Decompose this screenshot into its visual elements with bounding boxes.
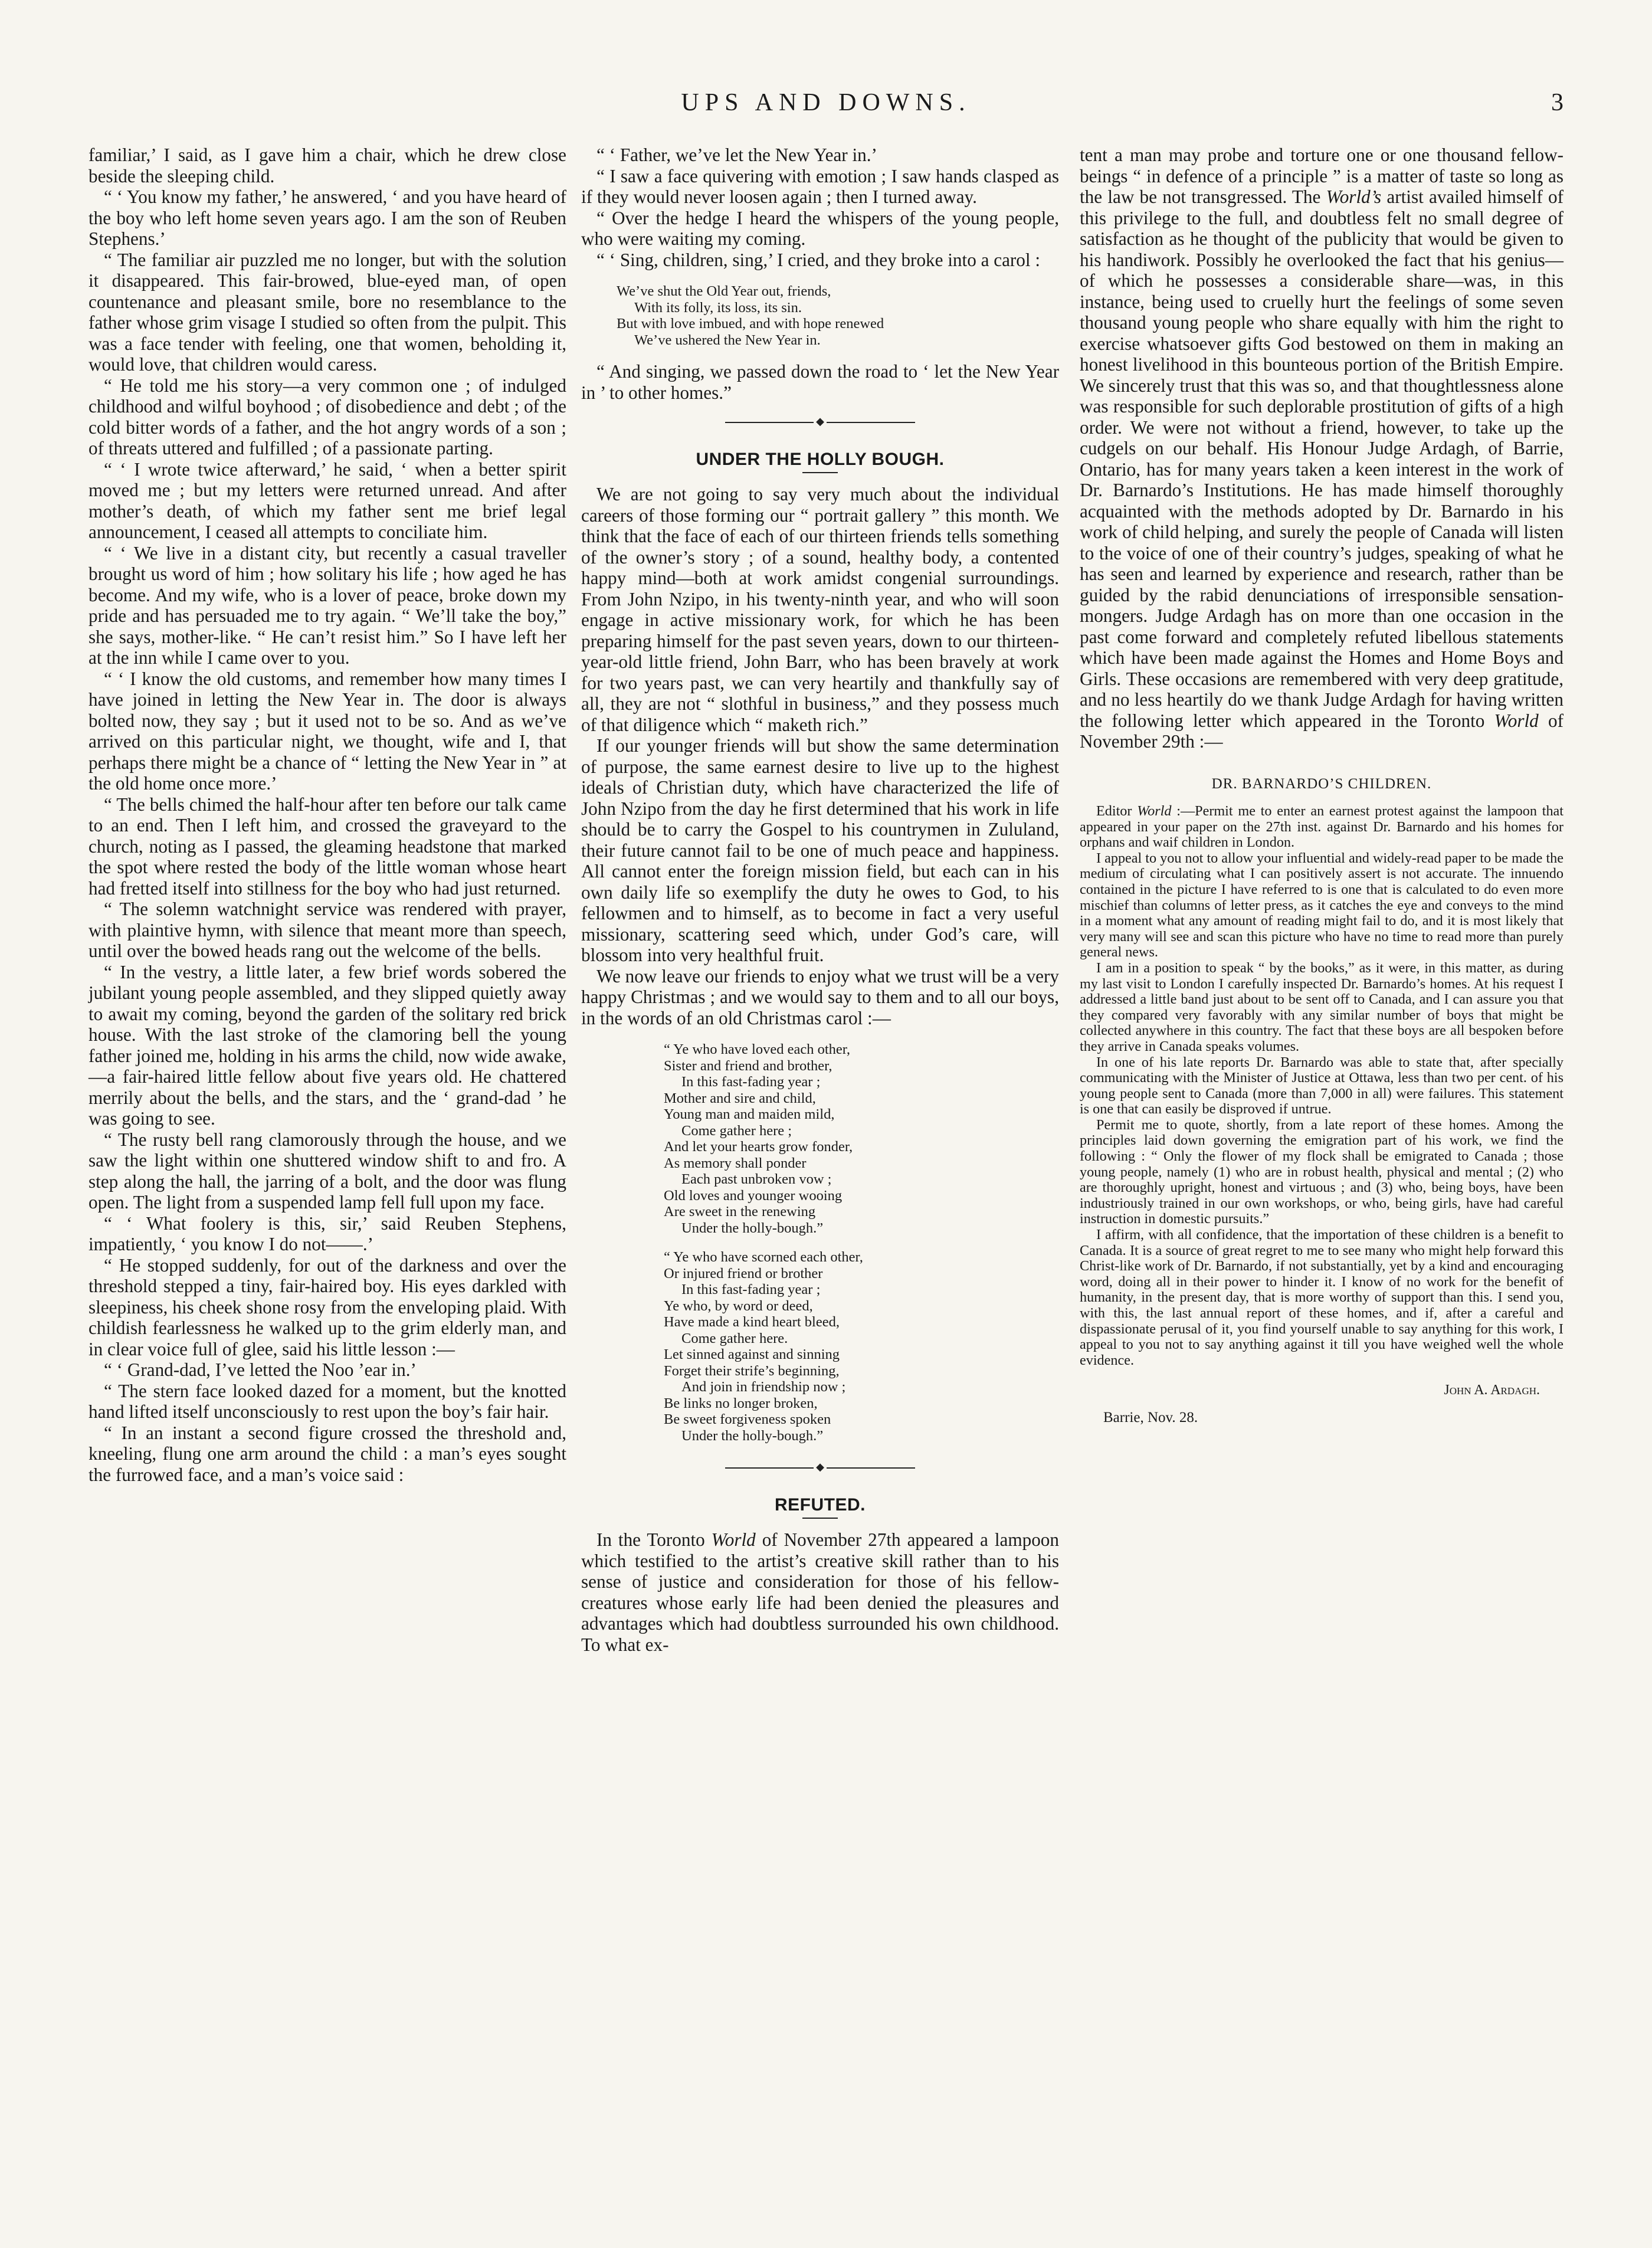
letter-paragraph [1080,804,1564,851]
text-run: :—Permit me to enter an earnest protest against the lampoon that appeared in your paper on the 27th inst. against Dr. Barnardo and his homes for orphans and waif children in London. [1080,803,1564,851]
verse-line: Mother and sire and child, [664,1090,816,1106]
letter-body [1080,804,1564,1368]
paragraph: “ I saw a face quivering with emotion ; I saw hands clasped as if they would never loosen again ; then I turned away. [581,165,1059,207]
paragraph: “ The stern face looked dazed for a moment, but the knotted hand lifted itself unconsciously to rest upon the boy’s fair hair. [88,1380,566,1422]
verse-line: As memory shall ponder [664,1155,807,1171]
paragraph: “ ‘ Father, we’ve let the New Year in.’ [596,145,877,165]
text-run: tent a man may probe and torture one or one thousand fellow-beings “ in defence of a principle ” is a matter of taste so long as the law be not transgressed. The [1080,145,1564,207]
verse-line: We’ve shut the Old Year out, friends, [617,283,831,299]
verse-line: “ Ye who have scorned each other, [664,1249,863,1265]
verse-line: Be sweet forgiveness spoken [664,1411,831,1427]
paragraph: “ The bells chimed the half-hour after ten before our talk came to an end. Then I left him, and crossed the graveyard to the church, noting as I passed, the gleaming headstone that marked the spot where rested the body of the little woman whose heart had fretted itself into stillness for the boy who had just returned. [88,794,566,899]
text-run: In the Toronto [596,1529,712,1550]
paragraph: “ In the vestry, a little later, a few brief words sobered the jubilant young people assembled, and they slipped quietly away to await my coming, beyond the garden of the solitary red brick house. With the last stroke of the clamoring bell the young father joined me, holding in his arms the child, now wide awake,—a fair-haired little fellow about five years old. He chattered merrily about the bells, and the stars, and the ‘ grand-dad ’ he was going to see. [88,961,566,1129]
letter-paragraph: Permit me to quote, shortly, from a late report of these homes. Among the principles laid down governing the emigration part of his work, we find the following : “ Only the flower of my flock shall be emigrated to Canada ; those young people, namely (1) who are in robust health, physical and mental ; (2) who are thoroughly upright, honest and virtuous ; and (3) who, being boys, have been industriously trained in our own workshops, or who, being girls, have had careful instruction in domestic pursuits.” [1080,1116,1564,1227]
paragraph: “ And singing, we passed down the road to ‘ let the New Year in ’ to other homes.” [581,361,1059,403]
verse-line: “ Ye who have loved each other, [664,1041,851,1057]
newspaper-name: World [1137,803,1172,819]
letter-dateline: Barrie, Nov. 28. [1103,1409,1198,1426]
newspaper-name: World [711,1529,756,1550]
column-left [88,145,566,1485]
letter-paragraph: I appeal to you not to allow your influential and widely-read paper to be made the medium of circulating what I can positively assert is not accurate. The innuendo contained in the picture I have referred to is one that is calculated to do even more mischief than columns of letter press, as it catches the eye and conveys to the mind in a moment what any amount of reading might fail to do, and it is most likely that very many will see and scan this picture who have no time to read more than purely general news. [1080,850,1564,961]
verse-line: In this fast-fading year ; [681,1282,821,1297]
section-heading-refuted: REFUTED. [775,1495,866,1515]
verse-line: Forget their strife’s beginning, [664,1362,840,1379]
heading-rule [802,472,838,473]
christmas-poem-stanza-1 [664,1041,1059,1236]
verse-line: And let your hearts grow fonder, [664,1139,853,1155]
paragraph: “ ‘ I know the old customs, and remember how many times I have joined in letting the New Year in. The door is always bolted now, they say ; but it used not to be so. And as we’ve arrived on this particular night, we thought, wife and I, that perhaps there might be a chance of “ letting the New Year in ” at the old home once more.’ [88,668,566,794]
verse-line: In this fast-fading year ; [681,1074,821,1090]
verse-line: Old loves and younger wooing [664,1187,843,1204]
text-run: of November 29th :— [1080,710,1564,752]
paragraph: “ In an instant a second figure crossed the threshold and, kneeling, flung one arm around the child : a man’s eyes sought the furrowed face, and a man’s voice said : [88,1422,566,1485]
paragraph: “ ‘ What foolery is this, sir,’ said Reuben Stephens, impatiently, ‘ you know I do not——.’ [88,1213,566,1254]
paragraph: “ He stopped suddenly, for out of the darkness and over the threshold stepped a tiny, fair-haired boy. His eyes darkled with sleepiness, his cheek shone rosy from the enveloping plaid. With childish fearlessness he walked up to the grim elderly man, and in clear voice full of glee, said his little lesson :— [88,1254,566,1359]
paragraph: “ Over the hedge I heard the whispers of the young people, who were waiting my coming. [581,207,1059,249]
page-header [88,89,1564,118]
paragraph: “ ‘ Sing, children, sing,’ I cried, and they broke into a carol : [596,249,1041,270]
text-run: artist availed himself of this privilege to the full, and doubtless felt no small degree of satisfaction as he thought of the publicity that would be given to his handiwork. Possibly he overlooked the fact that his genius—of which he possesses a considerable share—was, in this instance, being used to cruelly hurt the feelings of some seven thousand young people who share equally with him the right to exercise whatsoever gifts God bestowed on them in making an honest livelihood in this bounteous portion of the British Empire. We sincerely trust that this was so, and that thoughtlessness alone was responsible for such deplorable prostitution of gifts of a high order. We were not without a friend, however, to take up the cudgels on our behalf. His Honour Judge Ardagh, of Barrie, Ontario, has for many years taken a keen interest in the work of Dr. Barnardo’s Institutions. He has made himself thoroughly acquainted with the methods adopted by Dr. Barnardo in his work of child helping, and surely the people of Canada will listen to the voice of one of their country’s judges, speaking of what he has seen and learned by experience and research, rather than be guided by the rabid denunciations of irresponsible sensation-mongers. Judge Ardagh has on more than one occasion in the past come forward and completely refuted libellous statements which have been made against the Homes and Home Boys and Girls. These occasions are remembered with very deep gratitude, and no less heartily do we thank Judge Ardagh for having written the following letter which appeared in the Toronto [1080,186,1564,731]
verse-line: Young man and maiden mild, [664,1106,835,1122]
verse-line: Under the holly-bough.” [681,1427,824,1444]
verse-line: With its folly, its loss, its sin. [634,299,802,316]
paragraph: “ ‘ You know my father,’ he answered, ‘ and you have heard of the boy who left home seven years ago. I am the son of Reuben Stephens.’ [88,186,566,249]
verse-line: Ye who, by word or deed, [664,1297,813,1314]
letter-signature: John A. Ardagh. [1444,1382,1540,1398]
column-right [1080,145,1564,1428]
paragraph: We now leave our friends to enjoy what we trust will be a very happy Christmas ; and we would say to them and to all our boys, in the words of an old Christmas carol :— [581,965,1059,1028]
verse-line: Each past unbroken vow ; [681,1171,832,1187]
text-run: Editor [1096,803,1138,819]
paragraph: If our younger friends will but show the same determination of purpose, the same earnest desire to live up to the highest ideals of Christian duty, which have characterized the life of John Nzipo from the day he first determined that his work in life should be to carry the Gospel to his countrymen in Zululand, their future cannot fail to be one of much peace and happiness. All cannot enter the foreign mission field, but each can in his own daily life so exemplify the duty he owes to God, to his fellowmen and to himself, as to become in fact a very useful missionary, scattering seed which, under God’s care, will blossom into very healthful fruit. [581,735,1059,965]
heading-rule [802,1518,838,1519]
page-number: 3 [1551,89,1564,116]
paragraph: We are not going to say very much about the individual careers of those forming our “ portrait gallery ” this month. We think that the face of each of our thirteen friends tells something of the owner’s story ; of a sound, healthy body, a contented happy mind—both at work amidst congenial surroundings. From John Nzipo, in his twenty-ninth year, and who will soon engage in active missionary work, for which he has been preparing himself for the past seven years, down to our thirteen-year-old little friend, John Barr, who has been bravely at work for two years past, we can very heartily and thankfully say of all, they are not “ slothful in business,” and they possess much of that diligence which “ maketh rich.” [581,484,1059,735]
verse-line: Come gather here. [681,1330,788,1346]
letter-paragraph: I affirm, with all confidence, that the importation of these children is a benefit to Canada. It is a source of great regret to me to see many who might help forward this Christ-like work of Dr. Barnardo, if not substantially, yet by a kind and encouraging word, doing all in their power to hinder it. I know of no work for the benefit of humanity, in the present day, that is more worthy of support than this. I send you, with this, the last annual report of these homes, and if, after a careful and dispassionate perusal of it, you find yourself unable to say anything for this work, I appeal to you not to say anything against it till you have weighed well the whole evidence. [1080,1227,1564,1368]
text-run: of November 27th appeared a lampoon which testified to the artist’s creative skill rather than to his sense of justice and consideration for those of his fellow-creatures whose early life had been denied the pleasures and advantages which had doubtless surrounded his own childhood. To what ex- [581,1529,1059,1655]
ornamental-divider: ◆ [581,411,1059,432]
verse-line: But with love imbued, and with hope renewed [617,316,884,332]
carol-verse [617,283,1059,348]
verse-line: Let sinned against and sinning [664,1346,840,1362]
verse-line: Are sweet in the renewing [664,1204,816,1220]
letter-paragraph: I am in a position to speak “ by the books,” as it were, in this matter, as during my last visit to London I carefully inspected Dr. Barnardo’s homes. At his request I addressed a little band just about to be sent off to Canada, and I can assure you that they compared very favorably with any similar number of boys that might be collected anywhere in this country. The fact that these boys are all bespoken before they arrive in Canada speaks volumes. [1080,959,1564,1054]
section-heading-holly: UNDER THE HOLLY BOUGH. [696,449,945,469]
paragraph: “ He told me his story—a very common one ; of indulged childhood and wilful boyhood ; of disobedience and debt ; of the cold bitter words of a father, and the hot angry words of a son ; of threats uttered and fulfilled ; of a passionate parting. [88,375,566,458]
paragraph [581,1529,1059,1655]
verse-line: Be links no longer broken, [664,1395,818,1411]
christmas-poem-stanza-2 [664,1249,1059,1444]
verse-line: We’ve ushered the New Year in. [634,332,821,348]
verse-line: And join in friendship now ; [681,1379,846,1395]
paragraph: “ The rusty bell rang clamorously through the house, and we saw the light within one shuttered window shift to and fro. A step along the hall, the jarring of a bolt, and the door was flung open. The light from a suspended lamp fell full upon my face. [88,1129,566,1213]
column-middle [581,145,1059,1655]
paragraph: “ The familiar air puzzled me no longer, but with the solution it disappeared. This fair-browed, blue-eyed man, of open countenance and pleasant smile, bore no resemblance to the father whose grim visage I studied so often from the pulpit. This was a face tender with feeling, one that women, beholding it, would love, that children would caress. [88,249,566,375]
paragraph: “ ‘ Grand-dad, I’ve letted the Noo ’ear in.’ [104,1359,417,1380]
newspaper-name: World [1494,710,1539,731]
ornamental-divider: ◆ [581,1457,1059,1478]
paragraph: “ ‘ We live in a distant city, but recently a casual traveller brought us word of him ; how solitary his life ; how aged he has become. And my wife, who is a lover of peace, broke down my pride and has persuaded me to try again. “ We’ll take the boy,” she says, mother-like. “ He can’t resist him.” So I have left her at the inn while I came over to you. [88,542,566,668]
paragraph: “ ‘ I wrote twice afterward,’ he said, ‘ when a better spirit moved me ; but my letters were returned unread. And after mother’s death, of which my father sent me brief legal announcement, I ceased all attempts to conciliate him. [88,458,566,542]
paragraph: “ The solemn watchnight service was rendered with prayer, with plaintive hymn, with silence that meant more than speech, until over the bowed heads rang out the welcome of the bells. [88,899,566,961]
verse-line: Come gather here ; [681,1122,792,1139]
running-title: UPS AND DOWNS. [681,89,971,116]
verse-line: Have made a kind heart bleed, [664,1314,840,1330]
verse-line: Or injured friend or brother [664,1265,823,1282]
verse-line: Under the holly-bough.” [681,1220,824,1236]
paragraph [1080,145,1564,752]
letter-heading: DR. BARNARDO’S CHILDREN. [1211,775,1432,792]
letter-paragraph: In one of his late reports Dr. Barnardo was able to state that, after specially communicating with the Minister of Justice at Ottawa, less than two per cent. of his young people sent to Canada (more than 7,000 in all) were failures. This statement is one that can easily be disproved if untrue. [1080,1054,1564,1118]
newspaper-name: World’s [1326,186,1382,207]
verse-line: Sister and friend and brother, [664,1057,832,1074]
paragraph: familiar,’ I said, as I gave him a chair, which he drew close beside the sleeping child. [88,145,566,186]
